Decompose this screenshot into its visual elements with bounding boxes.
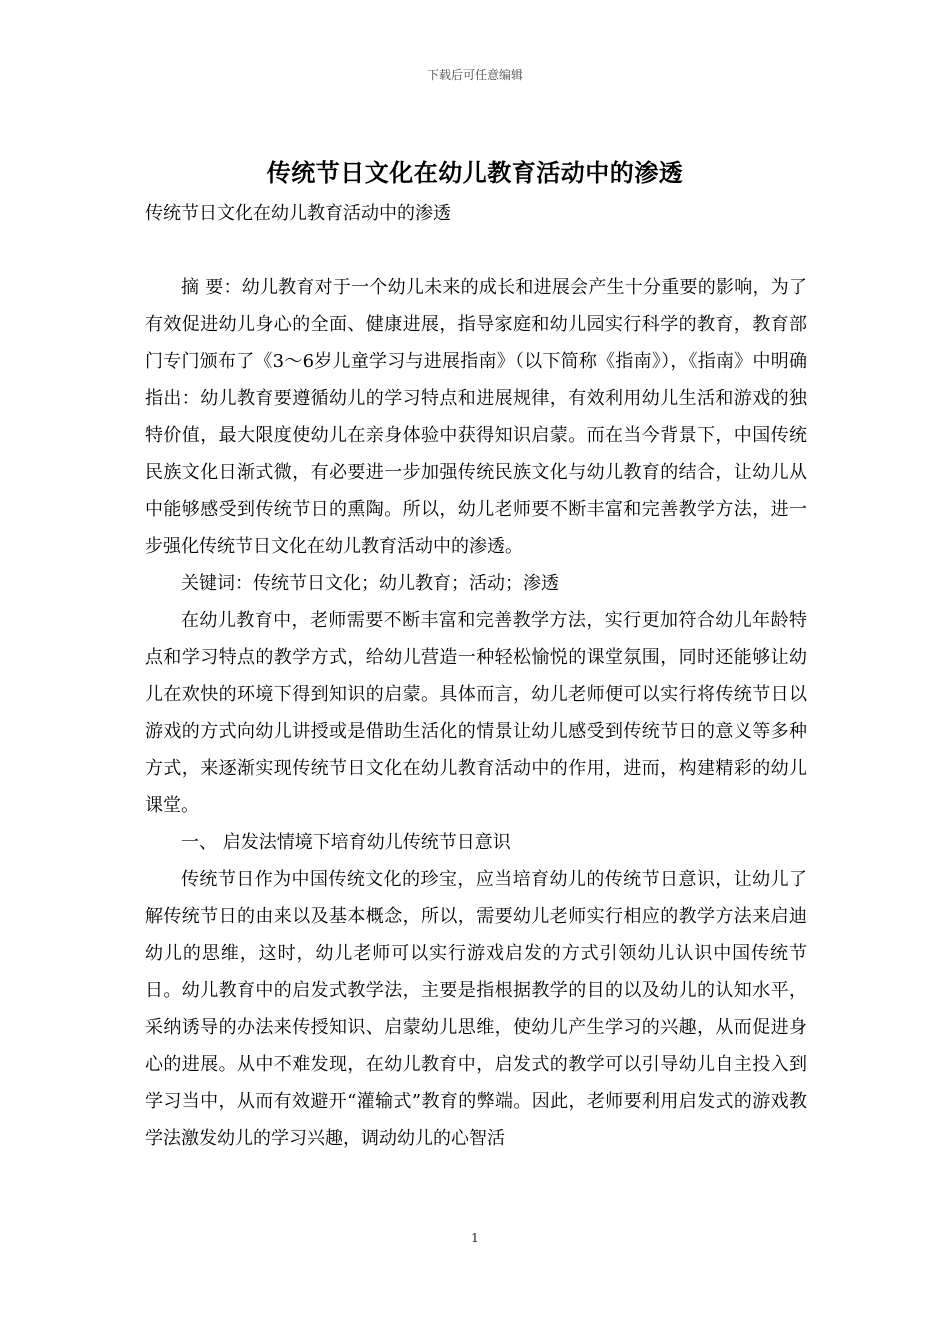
page-number: 1 — [471, 1231, 479, 1245]
section-1-paragraph: 传统节日作为中国传统文化的珍宝，应当培育幼儿的传统节日意识，让幼儿了解传统节日的由来以及基本概念，所以，需要幼儿老师实行相应的教学方法来启迪幼儿的思维，这时，幼儿老师可以实行游戏启发的方式引领幼儿认识中国传统节日。幼儿教育中的启发式教学法，主要是指根据教学的目的以及幼儿的认知水平，采纳诱导的办法来传授知识、启蒙幼儿思维，使幼儿产生学习的兴趣，从而促进身心的进展。从中不难发现，在幼儿教育中，启发式的教学可以引导幼儿自主投入到学习当中，从而有效避开“灌输式”教育的弊端。因此，老师要利用启发式的游戏教学法激发幼儿的学习兴趣，调动幼儿的心智活 — [145, 869, 807, 1149]
keywords-paragraph: 关键词：传统节日文化；幼儿教育；活动；渗透 — [181, 573, 559, 594]
intro-paragraph: 在幼儿教育中，老师需要不断丰富和完善教学方法，实行更加符合幼儿年龄特点和学习特点的教学方式，给幼儿营造一种轻松愉悦的课堂氛围，同时还能够让幼儿在欢快的环境下得到知识的启蒙。具体而言，幼儿老师便可以实行将传统节日以游戏的方式向幼儿讲授或是借助生活化的情景让幼儿感受到传统节日的意义等多种方式，来逐渐实现传统节日文化在幼儿教育活动中的作用，进而，构建精彩的幼儿课堂。 — [145, 610, 807, 816]
section-heading-1: 一、 启发法情境下培育幼儿传统节日意识 — [181, 832, 511, 853]
document-subtitle: 传统节日文化在幼儿教育活动中的渗透 — [145, 203, 451, 224]
document-title: 传统节日文化在幼儿教育活动中的渗透 — [266, 158, 684, 187]
document-body — [145, 269, 807, 1157]
abstract-paragraph: 摘 要：幼儿教育对于一个幼儿未来的成长和进展会产生十分重要的影响，为了有效促进幼儿身心的全面、健康进展，指导家庭和幼儿园实行科学的教育，教育部门专门颁布了《3～6岁儿童学习与进展指南》（以下简称《指南》），《指南》中明确指出：幼儿教育要遵循幼儿的学习特点和进展规律，有效利用幼儿生活和游戏的独特价值，最大限度使幼儿在亲身体验中获得知识启蒙。而在当今背景下，中国传统民族文化日渐式微，有必要进一步加强传统民族文化与幼儿教育的结合，让幼儿从中能够感受到传统节日的熏陶。所以，幼儿老师要不断丰富和完善教学方法，进一步强化传统节日文化在幼儿教育活动中的渗透。 — [145, 277, 807, 557]
header-note: 下载后可任意编辑 — [426, 68, 523, 82]
